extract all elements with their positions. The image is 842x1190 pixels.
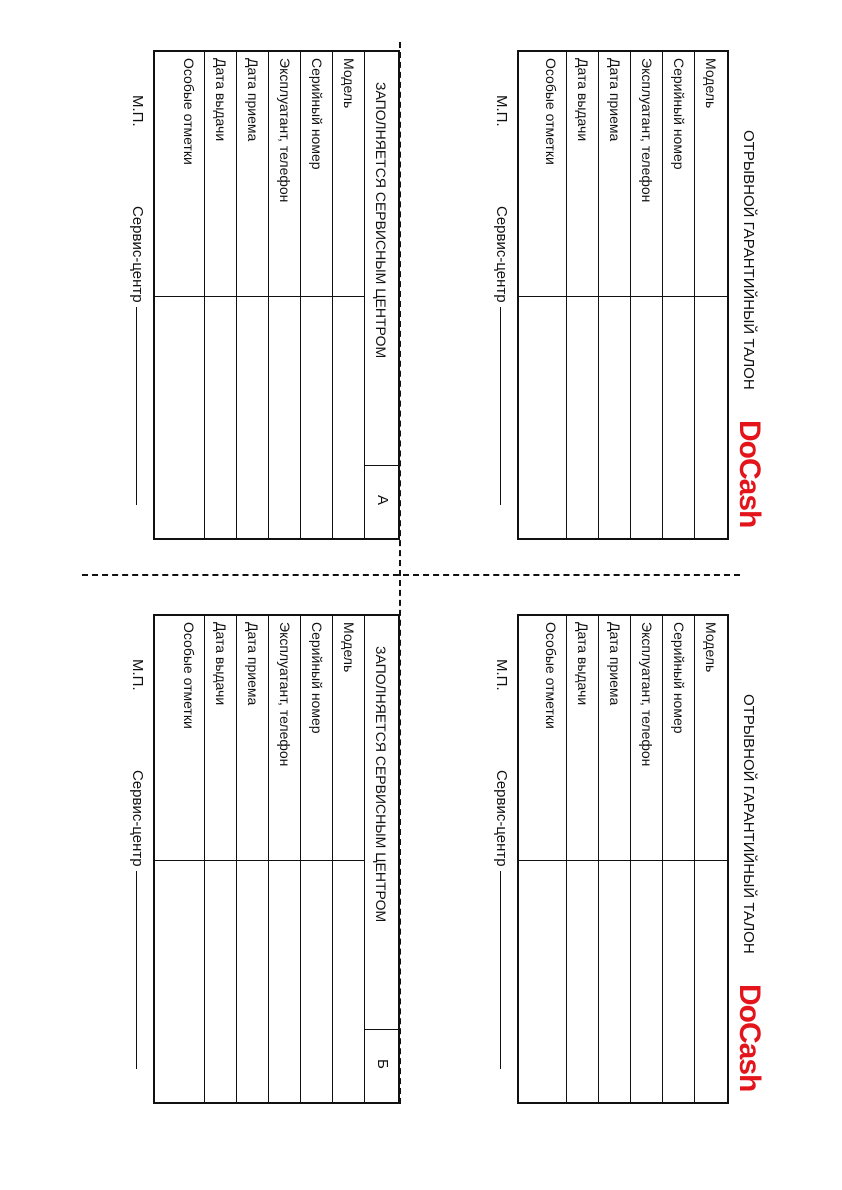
- field-row-notes: Особые отметки: [181, 58, 197, 165]
- field-row-model: Модель: [703, 622, 719, 673]
- field-row-received: Дата приема: [245, 58, 261, 142]
- field-row-notes: Особые отметки: [181, 622, 197, 729]
- horizontal-cut-line: [82, 574, 740, 576]
- coupon-title: ОТРЫВНОЙ ГАРАНТИЙНЫЙ ТАЛОН: [740, 130, 757, 390]
- field-row-received: Дата приема: [607, 622, 623, 706]
- field-row-operator: Эксплуатант, телефон: [639, 622, 655, 767]
- field-row-model: Модель: [703, 58, 719, 109]
- field-row-serial: Серийный номер: [671, 58, 687, 170]
- service-center-line: Сервис-центр: [493, 206, 510, 505]
- field-row-operator: Эксплуатант, телефон: [639, 58, 655, 203]
- coupon-table: [153, 50, 400, 540]
- field-row-model: Модель: [341, 622, 357, 673]
- field-row-serial: Серийный номер: [309, 58, 325, 170]
- stamp-label: М.П.: [129, 659, 146, 691]
- service-center-line: Сервис-центр: [493, 770, 510, 1069]
- coupon-table: [517, 50, 729, 540]
- docash-logo: DoCash: [733, 984, 766, 1092]
- field-row-issued: Дата выдачи: [575, 58, 591, 142]
- stamp-label: М.П.: [493, 659, 510, 691]
- field-row-serial: Серийный номер: [671, 622, 687, 734]
- coupon-table: [517, 614, 729, 1104]
- coupon-table: [153, 614, 400, 1104]
- field-row-issued: Дата выдачи: [213, 58, 229, 142]
- field-row-notes: Особые отметки: [543, 58, 559, 165]
- service-center-line: Сервис-центр: [129, 206, 146, 505]
- field-row-issued: Дата выдачи: [575, 622, 591, 706]
- coupon-title: ОТРЫВНОЙ ГАРАНТИЙНЫЙ ТАЛОН: [740, 694, 757, 954]
- coupon-title: ЗАПОЛНЯЕТСЯ СЕРВИСНЫМ ЦЕНТРОМ: [373, 646, 390, 923]
- service-coupon-b: [124, 614, 400, 1104]
- field-row-serial: Серийный номер: [309, 622, 325, 734]
- field-row-notes: Особые отметки: [543, 622, 559, 729]
- field-row-received: Дата приема: [607, 58, 623, 142]
- tear-off-coupon-top: [488, 50, 764, 540]
- field-row-model: Модель: [341, 58, 357, 109]
- service-center-line: Сервис-центр: [129, 770, 146, 1069]
- docash-logo: DoCash: [733, 420, 766, 528]
- stamp-label: М.П.: [493, 95, 510, 127]
- field-row-operator: Эксплуатант, телефон: [277, 622, 293, 767]
- coupon-title: ЗАПОЛНЯЕТСЯ СЕРВИСНЫМ ЦЕНТРОМ: [373, 82, 390, 359]
- field-row-issued: Дата выдачи: [213, 622, 229, 706]
- field-row-received: Дата приема: [245, 622, 261, 706]
- stamp-label: М.П.: [129, 95, 146, 127]
- coupon-letter: Б: [374, 1059, 391, 1069]
- tear-off-coupon-bottom: [488, 614, 764, 1104]
- field-row-operator: Эксплуатант, телефон: [277, 58, 293, 203]
- coupon-letter: А: [374, 495, 391, 506]
- service-coupon-a: [124, 50, 400, 540]
